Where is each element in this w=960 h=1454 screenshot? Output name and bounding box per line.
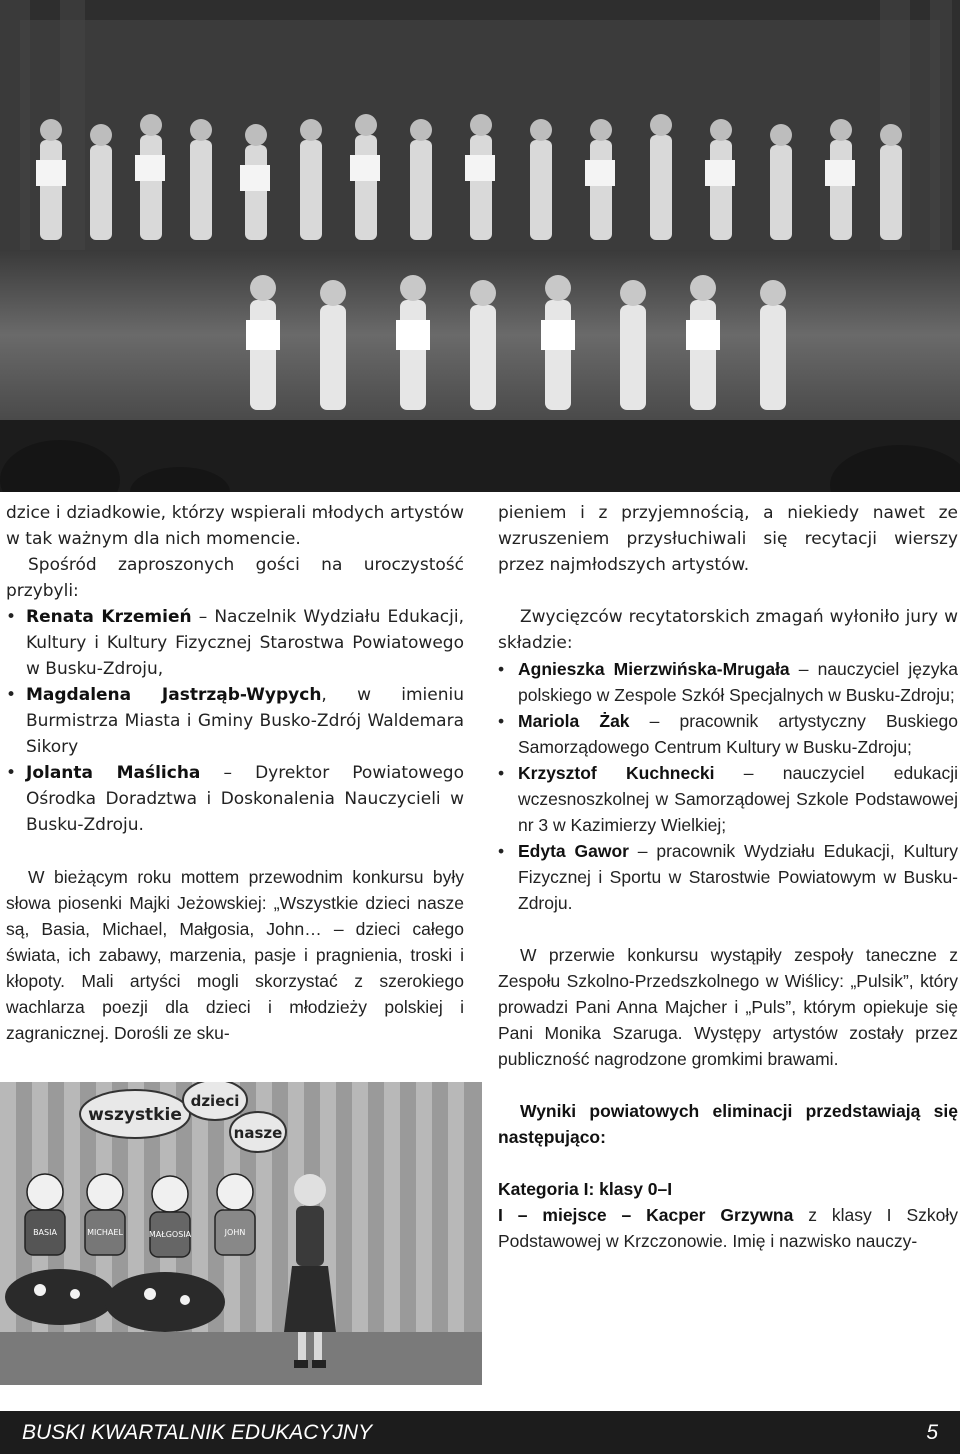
stage-photo-girl-reciting-icon bbox=[0, 1082, 482, 1385]
guest-name: Jolanta Maślicha bbox=[26, 763, 201, 783]
jury-description: – nauczyciel języka polskiego w Zespole Szkół Specjalnych w Busku-Zdroju; bbox=[518, 659, 958, 705]
group-photo-children-on-stage-icon bbox=[0, 0, 960, 492]
jury-description: – nauczyciel edukacji wczesnoszkolnej w Samorządowej Szkole Podstawowej nr 3 w Kazimierzy Wielkiej; bbox=[518, 763, 958, 835]
jury-description: – pracownik Wydziału Edukacji, Kultury Fizycznej i Sportu w Starostwie Powiatowym w Busku-Zdroju. bbox=[518, 841, 958, 913]
list-item bbox=[6, 760, 464, 838]
guest-name: Magdalena Jastrząb-Wypych bbox=[26, 685, 322, 705]
category-heading bbox=[498, 1176, 958, 1202]
recitation-photo bbox=[0, 1082, 482, 1385]
jury-name: Mariola Żak bbox=[518, 711, 630, 731]
guest-list bbox=[6, 604, 464, 838]
paragraph: W bieżącym roku mottem przewodnim konkursu były słowa piosenki Majki Jeżowskiej: „Wszystkie dzieci nasze są, Basia, Michael, Małgosia, John… – dzieci całego świata, ich zabawy, marzenia, pasje i pragnienia, troski i kłopoty. Mali artyści mogli skorzystać z szerokiego wachlarza poezji dla dzieci i młodzieży polskiej i zagranicznej. Dorośli ze sku- bbox=[6, 867, 464, 1043]
page-footer bbox=[0, 1411, 960, 1454]
kid-name: BASIA bbox=[33, 1228, 57, 1237]
kid-name: MAŁGOSIA bbox=[148, 1230, 192, 1239]
banner-word: wszystkie bbox=[88, 1105, 182, 1125]
list-item bbox=[498, 838, 958, 916]
text-column-right bbox=[498, 500, 958, 1254]
results-heading bbox=[498, 1098, 958, 1150]
publication-title: BUSKI KWARTALNIK EDUKACYJNY bbox=[22, 1421, 373, 1444]
kid-name: MICHAEL bbox=[87, 1228, 123, 1237]
paragraph: Spośród zaproszonych gości na uroczystość przybyli: bbox=[6, 555, 464, 601]
first-place bbox=[498, 1202, 958, 1254]
page-number: 5 bbox=[926, 1421, 938, 1444]
results-heading-text: Wyniki powiatowych eliminacji przedstawiają się następująco: bbox=[498, 1101, 958, 1147]
list-item bbox=[498, 656, 958, 708]
banner-word: dzieci bbox=[190, 1092, 240, 1110]
jury-description: – pracownik artystyczny Buskiego Samorządowego Centrum Kultury w Busku-Zdroju; bbox=[518, 711, 958, 757]
paragraph: pieniem i z przyjemnością, a niekiedy nawet ze wzruszeniem przysłuchiwali się recytacji wierszy przez najmłodszych artystów. bbox=[498, 503, 958, 575]
banner-word: nasze bbox=[233, 1124, 283, 1142]
guest-description: , w imieniu Burmistrza Miasta i Gminy Busko-Zdrój Waldemara Sikory bbox=[26, 685, 464, 757]
category-text: Kategoria I: klasy 0–I bbox=[498, 1179, 673, 1199]
list-item bbox=[6, 682, 464, 760]
jury-name: Krzysztof Kuchnecki bbox=[518, 763, 715, 783]
kid-name: JOHN bbox=[224, 1228, 246, 1237]
list-item bbox=[6, 604, 464, 682]
paragraph: dzice i dziadkowie, którzy wspierali młodych artystów w tak ważnym dla nich momencie. bbox=[6, 503, 464, 549]
guest-name: Renata Krzemień bbox=[26, 607, 192, 627]
first-place-label: I – miejsce – Kacper Grzywna bbox=[498, 1205, 794, 1225]
jury-name: Edyta Gawor bbox=[518, 841, 629, 861]
text-column-left bbox=[6, 500, 464, 1046]
first-place-text: z klasy I Szkoły Podstawowej w Krzczonowie. Imię i nazwisko nauczy- bbox=[498, 1205, 958, 1251]
paragraph: W przerwie konkursu wystąpiły zespoły taneczne z Zespołu Szkolno-Przedszkolnego w Wiślicy: „Pulsik”, który prowadzi Pani Anna Majcher i „Puls”, którym opiekuje się Pani Monika Szaruga. Występy artystów zostały przez publiczność nagrodzone gromkimi brawami. bbox=[498, 945, 958, 1069]
list-item bbox=[498, 760, 958, 838]
jury-name: Agnieszka Mierzwińska-Mrugała bbox=[518, 659, 790, 679]
list-item bbox=[498, 708, 958, 760]
group-photo bbox=[0, 0, 960, 492]
guest-description: – Dyrektor Powiatowego Ośrodka Doradztwa i Doskonalenia Nauczycieli w Busku-Zdroju. bbox=[26, 763, 464, 835]
paragraph: Zwycięzców recytatorskich zmagań wyłoniło jury w składzie: bbox=[498, 607, 958, 653]
guest-description: – Naczelnik Wydziału Edukacji, Kultury i Kultury Fizycznej Starostwa Powiatowego w Busku-Zdroju, bbox=[26, 607, 464, 679]
jury-list bbox=[498, 656, 958, 916]
